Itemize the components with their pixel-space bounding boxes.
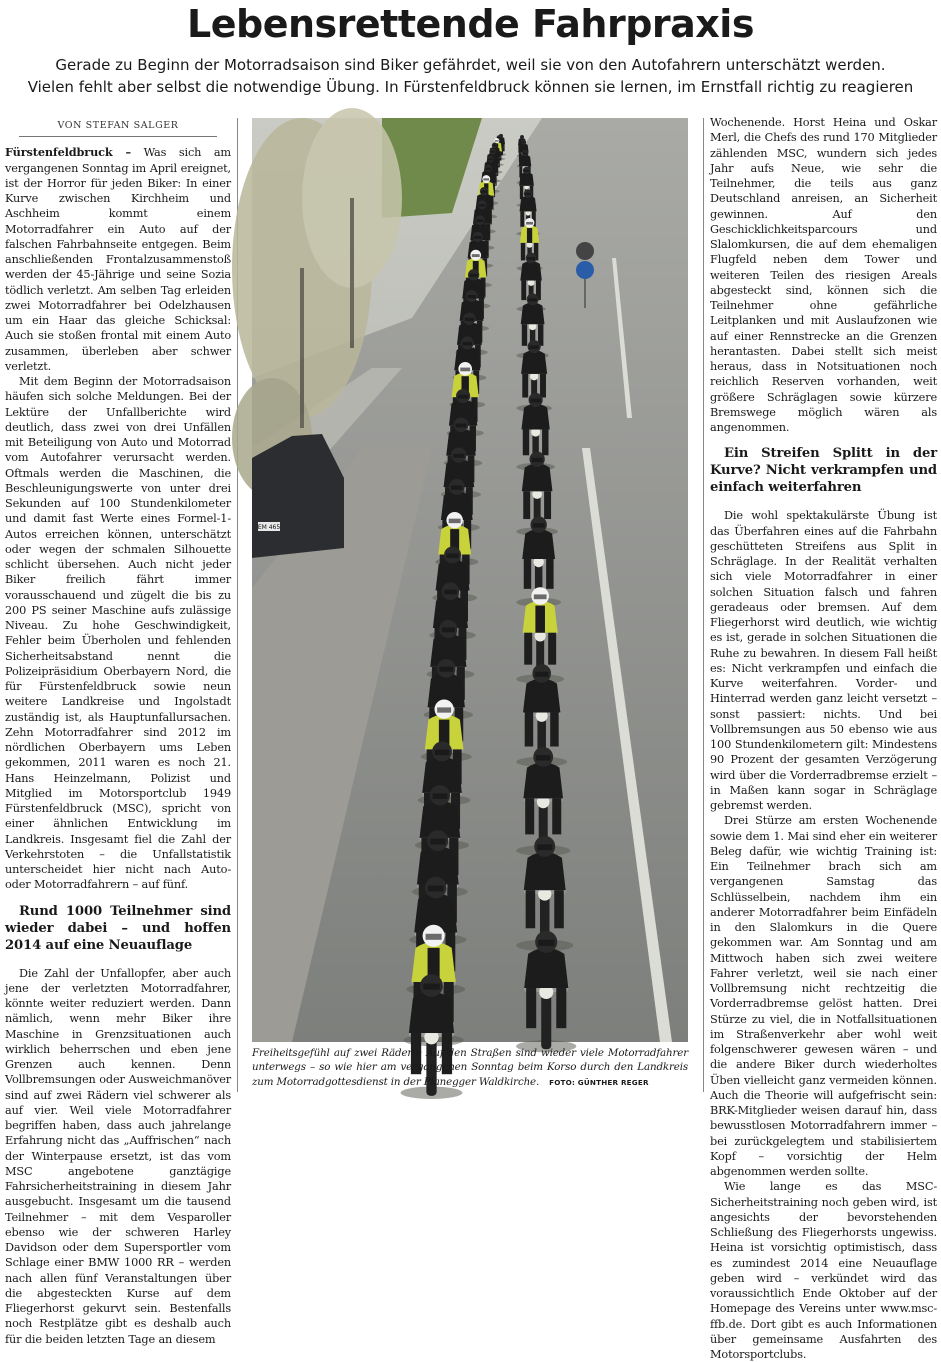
- article-photo: [252, 118, 688, 1042]
- article-paragraph: Wie lange es das MSC-Sicherheitstraining noch geben wird, ist angesichts der bevorstehenden Schließung des Fliegerhorsts ungewiss. Heina ist vorsichtig optimistisch, dass es zumindest 2014 eine Neuauflage geben wird – verkündet wird das voraussichtlich Ende Oktober auf der Homepage des Vereins unter www.msc-ffb.de. Dort gibt es auch Informationen über gemeinsame Ausfahrten des Motorsportclubs.: [710, 1180, 937, 1361]
- photo-credit: FOTO: GÜNTHER REGER: [549, 1077, 649, 1087]
- section-subhead: Rund 1000 Teilnehmer sind wieder dabei – und hoffen 2014 auf eine Neuauflage: [5, 903, 231, 953]
- article-paragraph: Mit dem Beginn der Motorradsaison häufen sich solche Meldungen. Bei der Lektüre der Unfallberichte wird deutlich, dass zwei von drei Unfällen mit Beteiligung von Auto und Motorrad vom Autofahrer verursacht werden. Oftmals werden die Maschinen, die Beschleunigungswerte von unter drei Sekunden auf 100 Stundenkilometer und damit fast Werte eines Formel-1-Autos erreichen können, unterschätzt oder wegen der schmalen Silhouette schlicht übersehen. Auch nicht jeder Biker freilich fährt immer vorausschauend und zügelt die bis zu 200 PS seiner Maschine aufs zulässige Niveau. Zu hohe Geschwindigkeit, Fehler beim Überholen und fehlenden Sicherheitsabstand nennt die Polizeipräsidium Oberbayern Nord, die für Fürstenfeldbruck sowie neun weitere Landkreise und Ingolstadt zuständig ist, als Hauptunfallursachen. Zehn Motorradfahrer sind 2012 im nördlichen Oberbayern ums Leben gekommen, 2011 waren es noch 21. Hans Heinzelmann, Polizist und Mitglied im Motorsportclub 1949 Fürstenfeldbruck (MSC), spricht von einer ähnlichen Entwicklung im Landkreis. Insgesamt fiel die Zahl der Verkehrstoten – die Unfallstatistik unterscheidet hier nicht nach Auto- oder Motorradfahrern – auf fünf.: [5, 375, 231, 892]
- photo-caption: [252, 1046, 688, 1090]
- article-column-left: [5, 118, 231, 1346]
- paragraph-text: Was sich am vergangenen Sonntag im April ereignet, ist der Horror für jeden Biker: In einer Kurve zwischen Kirchheim und Aschheim kommt einem Motorradfahrer ein Auto auf der falschen Fahrbahnseite entgegen. Beim anschließenden Frontalzusammenstoß werden der 45-Jährige und seine Sozia tödlich verletzt. Am selben Tag erleiden zwei Motorradfahrer bei Odelzhausen um ein Haar das gleiche Schicksal: Auch sie stoßen frontal mit einem Auto zusammen, überleben aber schwer verletzt.: [5, 146, 231, 373]
- author-byline: VON STEFAN SALGER: [19, 118, 217, 137]
- dateline: Fürstenfeldbruck –: [5, 145, 131, 160]
- subheadline-line-2: Vielen fehlt aber selbst die notwendige Übung. In Fürstenfeldbruck können sie lernen, im Ernstfall richtig zu reagieren: [27, 78, 914, 96]
- subheadline: [20, 54, 921, 98]
- article-paragraph: Wochenende. Horst Heina und Oskar Merl, die Chefs des rund 170 Mitglieder zählenden MSC, wundern sich jedes Jahr aufs Neue, wie sehr die Teilnehmer, die teils aus ganz Deutschland anreisen, an Sicherheit gewinnen. Auf den Geschicklichkeitsparcours und Slalomkursen, die auf dem ehemaligen Flugfeld neben dem Tower und weiteren Teilen des riesigen Areals abgesteckt sind, können sich die Teilnehmer ohne gefährliche Leitplanken und mit Auslaufzonen wie auf einer Rennstrecke an die Grenzen herantasten. Dabei stellt sich meist heraus, dass in Notsituationen noch reichlich Reserven vorhanden, weit größere Schräglagen sowie kürzere Bremswege möglich wären als angenommen.: [710, 116, 937, 434]
- article-column-right: [710, 115, 937, 1361]
- photo-motorcycle-convoy: [252, 118, 688, 1042]
- photo-parked-car: [252, 434, 344, 558]
- license-plate-text: EM 465: [257, 524, 281, 531]
- caption-text: Freiheitsgefühl auf zwei Rädern: Auf den Straßen sind wieder viele Motorradfahrer unterwegs – so wie hier am vergangenen Sonntag beim Korso durch den Landkreis zum Motorradgottesdienst in der Planegger Waldkirche.: [252, 1047, 688, 1088]
- section-subhead: Ein Streifen Splitt in der Kurve? Nicht verkrampfen und einfach weiterfahren: [710, 446, 937, 496]
- article-paragraph: [5, 145, 231, 374]
- article-paragraph: Die Zahl der Unfallopfer, aber auch jene der verletzten Motorradfahrer, könnte weiter reduziert werden. Dann nämlich, wenn mehr Biker ihre Maschine in Grenzsituationen auch wirklich beherrschen und eben jene Grenzen auch kennen. Denn Vollbremsungen oder Ausweichmanöver sind auf zwei Rädern viel schwerer als auf vier. Weil viele Motorradfahrer begriffen haben, dass auch jahrelange Erfahrung nicht das „Auffrischen“ nach der Winterpause ersetzt, ist das vom MSC angebotene ganztägige Fahrsicherheitstraining in diesem Jahr ausgebucht. Insgesamt um die tausend Teilnehmer – mit dem Vesparoller ebenso wie der schweren Harley Davidson oder dem Supersportler vom Schlage einer BMW 1000 RR – werden nach allen fünf Veranstaltungen über die abgesteckten Kurse auf dem Fliegerhorst gekurvt sein. Bestenfalls noch Restplätze gibt es deshalb auch für die beiden letzten Tage an diesem: [5, 966, 231, 1346]
- headline: Lebensrettende Fahrpraxis: [187, 2, 754, 46]
- article-paragraph: Drei Stürze am ersten Wochenende sowie dem 1. Mai sind eher ein weiterer Beleg dafür, wie wichtig Training ist: Ein Teilnehmer brach sich am vergangenen Samstag das Schlüsselbein, nachdem ihm ein anderer Motorradfahrer beim Einfädeln in den Slalomkurs in die Quere gekommen war. Am Sonntag und am Mittwoch haben sich zwei weitere Fahrer verletzt, weil sie nach einer Vollbremsung nicht rechtzeitig die Vorderradbremse gelöst hatten. Drei Stürze zu viel, die in Notfallsituationen im Straßenverkehr aber wohl weit folgenschwerer gewesen wären – und die andere Biker durch wiederholtes Üben vielleicht ganz vermeiden können. Auch die Theorie will aufgefrischt sein: BRK-Mitglieder weisen darauf hin, dass bewusstlosen Motorradfahrern immer – bei zurückgelegtem und stabilisiertem Kopf – vorsichtig der Helm abgenommen werden sollte.: [710, 814, 937, 1178]
- column-divider: [703, 118, 704, 1092]
- article-paragraph: Die wohl spektakulärste Übung ist das Überfahren eines auf die Fahrbahn geschütteten Streifens aus Split in Schräglage. In der Realität verhalten sich viele Motorradfahrer in einer solchen Situation falsch und fahren geradeaus oder bremsen. Auf dem Fliegerhorst wird deutlich, wie wichtig es ist, gerade in solchen Situationen die Ruhe zu bewahren. In diesem Fall heißt es: Nicht verkrampfen und einfach die Kurve weiterfahren. Vorder- und Hinterrad werden ganz leicht versetzt – sonst passiert: nichts. Und bei Vollbremsungen aus 50 ebenso wie aus 100 Stundenkilometern gilt: Mindestens 90 Prozent der gesamten Verzögerung wird über die Vorderradbremse erzielt – in Maßen kann sogar in Schräglage gebremst werden.: [710, 509, 937, 812]
- subheadline-line-1: Gerade zu Beginn der Motorradsaison sind Biker gefährdet, weil sie von den Autofahrern unterschätzt werden.: [55, 56, 886, 74]
